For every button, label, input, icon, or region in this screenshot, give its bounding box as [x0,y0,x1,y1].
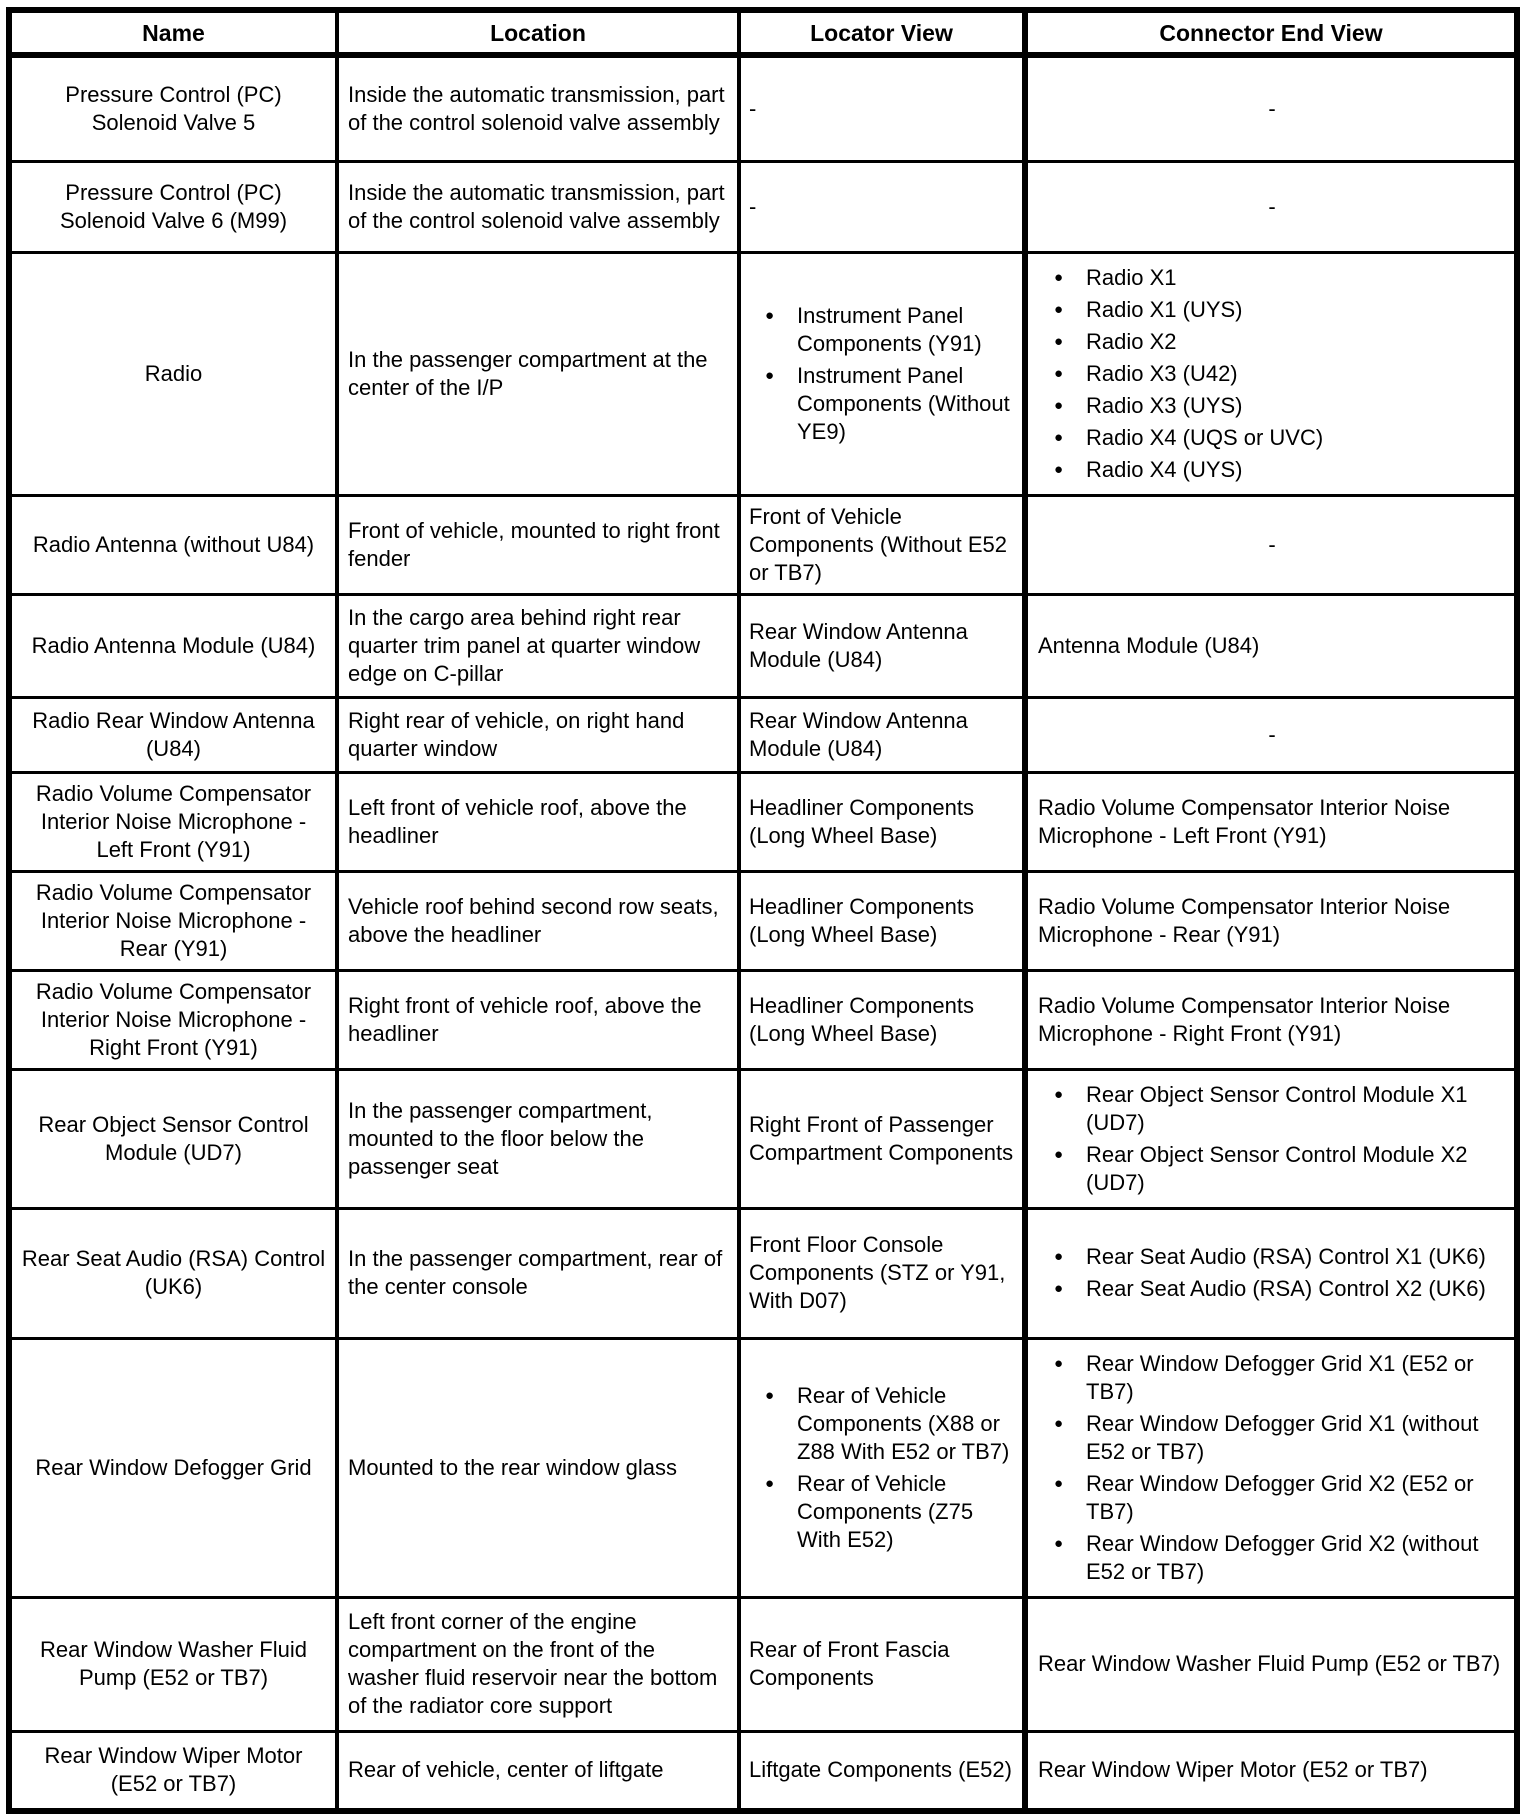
cell-text: Left front corner of the engine compartment on the front of the washer fluid reservoir near the bottom of the radiator core support [348,1609,718,1718]
locator-view-cell [739,772,1025,871]
cell-text: Radio Volume Compensator Interior Noise Microphone - Rear (Y91) [35,879,312,961]
list-item [1052,1275,1506,1303]
list-item [1052,1350,1506,1406]
location-cell [337,161,739,252]
list-item-text: Rear Seat Audio (RSA) Control X1 (UK6) [1086,1244,1486,1269]
cell-text: Rear of Front Fascia Components [749,1637,950,1690]
cell-text: Inside the automatic transmission, part of the control solenoid valve assembly [348,81,725,135]
name-cell [9,252,337,495]
locator-view-cell [739,697,1025,772]
list-item [1052,296,1506,324]
cell-text: Rear Window Wiper Motor (E52 or TB7) [44,1743,303,1797]
name-cell [9,1338,337,1597]
name-cell [9,495,337,594]
location-cell [337,697,739,772]
list-item [1052,1470,1506,1526]
cell-text: - [749,95,757,121]
cell-text: Rear Seat Audio (RSA) Control (UK6) [21,1246,326,1299]
cell-text: Left front of vehicle roof, above the headliner [348,794,687,848]
cell-text: Vehicle roof behind second row seats, above the headliner [348,893,719,947]
list-item-text: Radio X2 [1086,328,1177,354]
table-row [9,1731,1517,1811]
bullet-list [749,302,1016,446]
bullet-icon: ● [1054,396,1064,414]
cell-text: Headliner Components (Long Wheel Base) [749,992,975,1046]
list-item-text: Rear Seat Audio (RSA) Control X2 (UK6) [1086,1276,1486,1301]
component-location-table [6,7,1520,1814]
list-item [1052,1410,1506,1466]
table-header [9,10,1517,55]
cell-text: Pressure Control (PC) Solenoid Valve 6 (M99) [59,179,288,233]
cell-text: Rear Window Wiper Motor (E52 or TB7) [1038,1757,1428,1783]
cell-text: Radio Volume Compensator Interior Noise Microphone - Rear (Y91) [1038,893,1451,947]
connector-end-view-cell [1025,1208,1517,1338]
bullet-icon: ● [1054,300,1064,318]
connector-end-view-cell [1025,970,1517,1069]
list-item-text: Rear of Vehicle Components (X88 or Z88 With E52 or TB7) [797,1382,1010,1464]
list-item-text: Rear of Vehicle Components (Z75 With E52) [797,1470,974,1552]
cell-text: Radio Volume Compensator Interior Noise Microphone - Left Front (Y91) [35,780,312,862]
name-cell [9,594,337,697]
dash-placeholder: - [1268,95,1276,121]
name-cell [9,1597,337,1731]
name-cell [9,1208,337,1338]
table-row [9,970,1517,1069]
location-cell [337,871,739,970]
connector-end-view-cell [1025,55,1517,161]
cell-text: In the cargo area behind right rear quarter trim panel at quarter window edge on C-pillar [348,604,701,686]
bullet-icon: ● [1054,428,1064,446]
cell-text: Radio [144,360,203,386]
list-item [1052,392,1506,420]
connector-end-view-cell [1025,772,1517,871]
table-row [9,1069,1517,1208]
bullet-list [1038,264,1506,484]
location-cell [337,1731,739,1811]
cell-text: Right rear of vehicle, on right hand quarter window [348,707,685,761]
list-item-text: Rear Window Defogger Grid X2 (E52 or TB7) [1086,1470,1474,1524]
locator-view-cell [739,495,1025,594]
name-cell [9,772,337,871]
list-item [1052,424,1506,452]
locator-view-cell [739,252,1025,495]
list-item [1052,1081,1506,1137]
cell-text: Front Floor Console Components (STZ or Y91, With D07) [749,1232,1006,1313]
list-item-text: Radio X1 (UYS) [1086,296,1243,322]
cell-text: Front of Vehicle Components (Without E52 or TB7) [749,503,1008,585]
column-header-locator-view: Locator View [739,10,1025,55]
bullet-list [1038,1081,1506,1197]
name-cell [9,1069,337,1208]
table-row [9,1597,1517,1731]
bullet-icon: ● [765,1386,775,1404]
connector-end-view-cell [1025,495,1517,594]
table-row [9,871,1517,970]
locator-view-cell [739,1597,1025,1731]
column-header-location: Location [337,10,739,55]
connector-end-view-cell [1025,1731,1517,1811]
column-header-connector-end-view: Connector End View [1025,10,1517,55]
cell-text: Headliner Components (Long Wheel Base) [749,893,975,947]
name-cell [9,697,337,772]
location-cell [337,970,739,1069]
list-item-text: Rear Object Sensor Control Module X2 (UD7) [1086,1141,1468,1195]
name-cell [9,161,337,252]
list-item [1052,1530,1506,1586]
list-item-text: Radio X1 [1086,264,1177,290]
bullet-icon: ● [1054,1280,1064,1297]
table-body [9,55,1517,1811]
locator-view-cell [739,871,1025,970]
name-cell [9,871,337,970]
cell-text: In the passenger compartment, mounted to the floor below the passenger seat [348,1097,653,1179]
connector-end-view-cell [1025,871,1517,970]
connector-end-view-cell [1025,697,1517,772]
list-item-text: Rear Window Defogger Grid X1 (E52 or TB7) [1086,1350,1474,1404]
list-item [763,302,1016,358]
table-row [9,55,1517,161]
column-header-name: Name [9,10,337,55]
cell-text: - [749,193,757,219]
cell-text: Rear Window Antenna Module (U84) [749,707,968,761]
table-row [9,1338,1517,1597]
connector-end-view-cell [1025,161,1517,252]
table-row [9,161,1517,252]
cell-text: Rear of vehicle, center of liftgate [348,1757,664,1783]
bullet-icon: ● [765,306,775,324]
cell-text: Antenna Module (U84) [1038,632,1260,658]
list-item [763,1382,1016,1466]
bullet-icon: ● [765,1474,775,1492]
cell-text: In the passenger compartment, rear of the center console [348,1246,723,1299]
location-cell [337,594,739,697]
dash-placeholder: - [1268,721,1276,747]
location-cell [337,1208,739,1338]
locator-view-cell [739,594,1025,697]
locator-view-cell [739,161,1025,252]
name-cell [9,970,337,1069]
bullet-icon: ● [1054,1085,1064,1103]
list-item [1052,360,1506,388]
cell-text: Rear Window Washer Fluid Pump (E52 or TB7) [40,1637,307,1690]
cell-text: Rear Window Defogger Grid [35,1454,312,1480]
cell-text: Inside the automatic transmission, part of the control solenoid valve assembly [348,179,725,233]
locator-view-cell [739,1338,1025,1597]
location-cell [337,1069,739,1208]
list-item-text: Radio X3 (UYS) [1086,392,1243,418]
cell-text: In the passenger compartment at the center of the I/P [348,346,708,400]
cell-text: Front of vehicle, mounted to right front fender [348,517,720,571]
bullet-list [1038,1350,1506,1586]
list-item [1052,1141,1506,1197]
list-item-text: Rear Window Defogger Grid X1 (without E52 or TB7) [1086,1410,1479,1464]
connector-end-view-cell [1025,1069,1517,1208]
cell-text: Headliner Components (Long Wheel Base) [749,794,975,848]
list-item-text: Rear Window Defogger Grid X2 (without E52 or TB7) [1086,1530,1479,1584]
cell-text: Radio Rear Window Antenna (U84) [32,707,315,761]
bullet-icon: ● [1054,1414,1064,1432]
bullet-icon: ● [1054,268,1064,286]
cell-text: Right Front of Passenger Compartment Components [749,1111,1014,1165]
bullet-icon: ● [1054,1248,1064,1265]
table-row [9,252,1517,495]
list-item-text: Instrument Panel Components (Without YE9) [797,362,1010,444]
dash-placeholder: - [1268,531,1276,557]
location-cell [337,772,739,871]
bullet-list [1038,1243,1506,1303]
bullet-icon: ● [1054,364,1064,382]
connector-end-view-cell [1025,1597,1517,1731]
cell-text: Radio Volume Compensator Interior Noise Microphone - Right Front (Y91) [1038,992,1451,1046]
location-cell [337,252,739,495]
table-row [9,1208,1517,1338]
header-row [9,10,1517,55]
cell-text: Liftgate Components (E52) [749,1757,1012,1783]
table-row [9,772,1517,871]
name-cell [9,1731,337,1811]
cell-text: Pressure Control (PC) Solenoid Valve 5 [65,81,282,135]
bullet-icon: ● [1054,332,1064,350]
location-cell [337,55,739,161]
list-item-text: Radio X4 (UQS or UVC) [1086,424,1324,450]
list-item [1052,264,1506,292]
location-cell [337,495,739,594]
bullet-list [749,1382,1016,1554]
locator-view-cell [739,1208,1025,1338]
list-item [763,1470,1016,1554]
table-row [9,697,1517,772]
bullet-icon: ● [1054,1474,1064,1492]
cell-text: Mounted to the rear window glass [348,1454,677,1480]
location-cell [337,1338,739,1597]
bullet-icon: ● [1054,1354,1064,1372]
cell-text: Radio Antenna Module (U84) [31,632,316,658]
list-item [763,362,1016,446]
bullet-icon: ● [1054,1145,1064,1163]
cell-text: Rear Window Washer Fluid Pump (E52 or TB7) [1038,1651,1501,1676]
bullet-icon: ● [1054,460,1064,478]
location-cell [337,1597,739,1731]
locator-view-cell [739,55,1025,161]
connector-end-view-cell [1025,1338,1517,1597]
locator-view-cell [739,1731,1025,1811]
cell-text: Radio Volume Compensator Interior Noise Microphone - Left Front (Y91) [1038,794,1451,848]
connector-end-view-cell [1025,594,1517,697]
list-item [1052,456,1506,484]
cell-text: Rear Object Sensor Control Module (UD7) [38,1111,309,1165]
dash-placeholder: - [1268,193,1276,219]
locator-view-cell [739,970,1025,1069]
list-item-text: Rear Object Sensor Control Module X1 (UD7) [1086,1081,1468,1135]
connector-end-view-cell [1025,252,1517,495]
list-item [1052,1243,1506,1271]
table-row [9,594,1517,697]
cell-text: Right front of vehicle roof, above the headliner [348,992,702,1046]
list-item-text: Instrument Panel Components (Y91) [797,302,982,356]
table-row [9,495,1517,594]
cell-text: Radio Antenna (without U84) [32,531,315,557]
list-item-text: Radio X3 (U42) [1086,360,1238,386]
locator-view-cell [739,1069,1025,1208]
bullet-icon: ● [765,366,775,384]
list-item-text: Radio X4 (UYS) [1086,456,1243,482]
bullet-icon: ● [1054,1534,1064,1552]
cell-text: Radio Volume Compensator Interior Noise Microphone - Right Front (Y91) [35,978,312,1060]
list-item [1052,328,1506,356]
name-cell [9,55,337,161]
cell-text: Rear Window Antenna Module (U84) [749,618,968,672]
